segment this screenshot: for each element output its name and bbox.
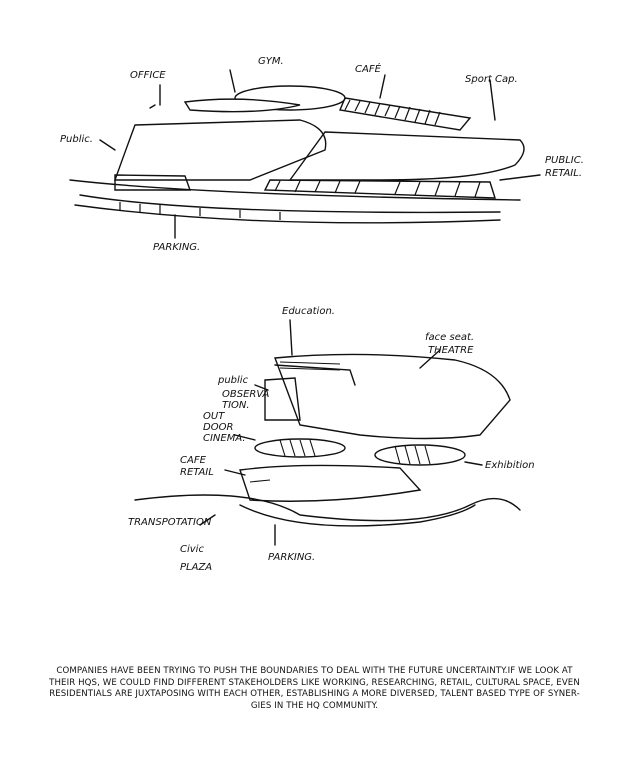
- label-retail-right: RETAIL.: [545, 168, 582, 179]
- label-gym: GYM.: [258, 56, 284, 67]
- label-parking-bottom: PARKING.: [268, 552, 316, 563]
- label-observation-1: OBSERVA: [222, 389, 270, 400]
- label-office: OFFICE: [130, 70, 166, 81]
- caption-line: RESIDENTIALS ARE JUXTAPOSING WITH EACH OTHER, ESTABLISHING A MORE DIVERSED, TALENT BASED TYPE OF SYNER-: [49, 689, 580, 699]
- label-observation-2: TION.: [222, 400, 250, 411]
- label-sport: Sport Cap.: [465, 74, 518, 85]
- caption-line: THEIR HQS, WE COULD FIND DIFFERENT STAKEHOLDERS LIKE WORKING, RESEARCHING, RETAIL, CULTURAL SPACE, EVEN: [49, 677, 580, 688]
- section-sketch-top: [0, 40, 629, 270]
- label-outdoor-1: OUT: [203, 411, 225, 422]
- label-transport: TRANSPOTATION: [128, 517, 212, 528]
- label-civic: Civic: [180, 544, 204, 555]
- caption-line: GIES IN THE HQ COMMUNITY.: [250, 700, 379, 711]
- caption-text: [22, 666, 607, 712]
- label-plaza: PLAZA: [180, 562, 213, 573]
- label-exhibition: Exhibition: [485, 460, 535, 471]
- label-outdoor-2: DOOR: [203, 422, 234, 433]
- label-public: public: [218, 375, 249, 386]
- label-cinema: CINEMA.: [203, 433, 246, 444]
- caption-line: COMPANIES HAVE BEEN TRYING TO PUSH THE BOUNDARIES TO DEAL WITH THE FUTURE UNCERTAINTY.IF WE LOOK AT: [56, 666, 573, 676]
- label-education: Education.: [282, 306, 335, 317]
- label-public-right: PUBLIC.: [545, 155, 584, 166]
- label-face-seat: face seat.: [425, 332, 475, 343]
- label-cafe: CAFÉ: [355, 64, 381, 75]
- section-sketch-bottom: [0, 290, 629, 590]
- label-cafe-bottom: CAFE: [180, 455, 206, 466]
- label-public-left: Public.: [60, 134, 93, 145]
- label-retail-bottom: RETAIL: [180, 467, 214, 478]
- label-parking-top: PARKING.: [153, 242, 201, 253]
- label-theatre: THEATRE: [428, 345, 474, 356]
